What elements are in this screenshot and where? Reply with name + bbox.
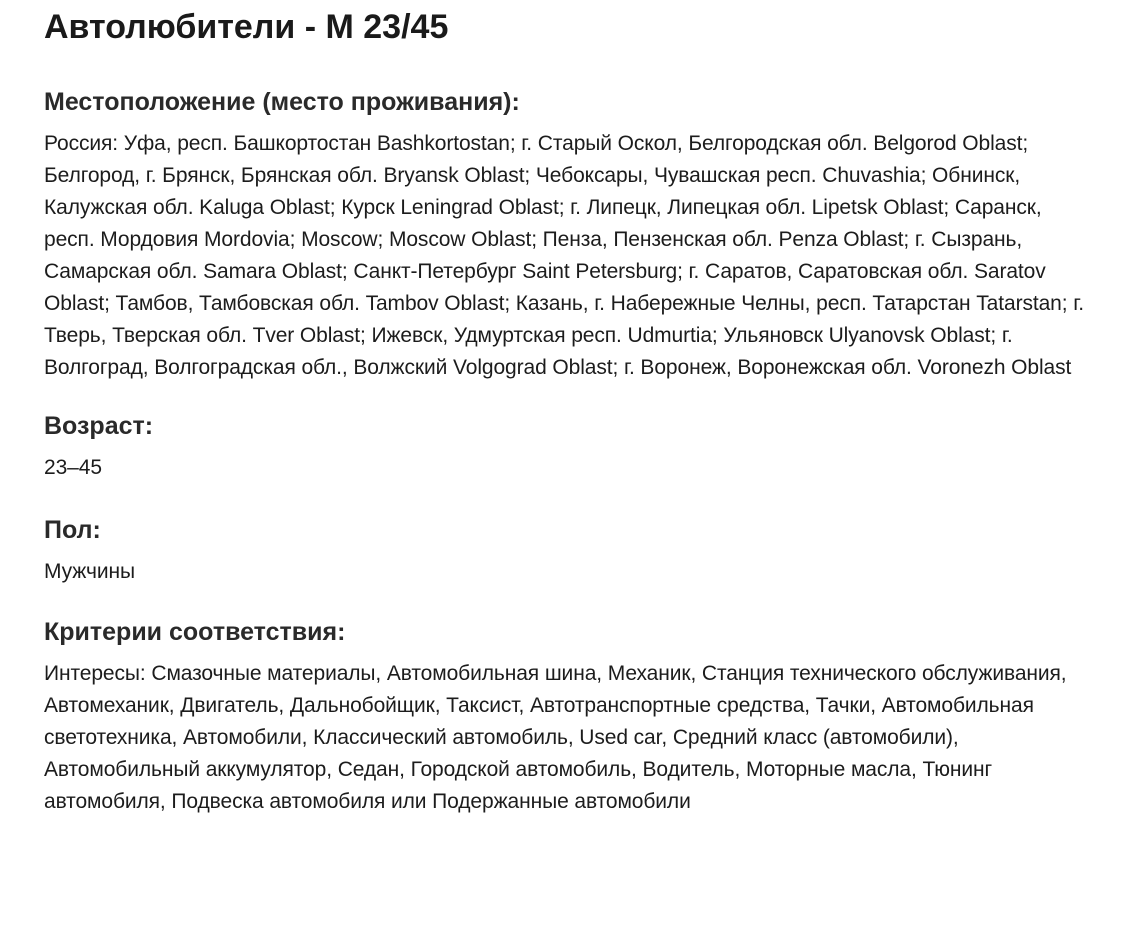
page-title: Автолюбители - M 23/45 bbox=[44, 8, 449, 46]
criteria-section bbox=[44, 616, 1094, 818]
location-heading: Местоположение (место проживания): bbox=[44, 88, 520, 116]
age-heading: Возраст: bbox=[44, 412, 154, 440]
age-section bbox=[44, 410, 1094, 484]
gender-text: Мужчины bbox=[44, 560, 135, 583]
location-text: Россия: Уфа, респ. Башкортостан Bashkortostan; г. Старый Оскол, Белгородская обл. Belgorod Oblast; Белгород, г. Брянск, Брянская обл. Bryansk Oblast; Чебоксары, Чувашская респ. Chuvashia; Обнинск, Калужская обл. Kaluga Oblast; Курск Leningrad Oblast; г. Липецк, Липецкая обл. Lipetsk Oblast; Саранск, респ. Мордовия Mordovia; Moscow; Moscow Oblast; Пенза, Пензенская обл. Penza Oblast; г. Сызрань, Самарская обл. Samara Oblast; Санкт-Петербург Saint Petersburg; г. Саратов, Саратовская обл. Saratov Oblast; Тамбов, Тамбовская обл. Tambov Oblast; Казань, г. Набережные Челны, респ. Татарстан Tatarstan; г. Тверь, Тверская обл. Tver Oblast; Ижевск, Удмуртская респ. Udmurtia; Ульяновск Ulyanovsk Oblast; г. Волгоград, Волгоградская обл., Волжский Volgograd Oblast; г. Воронеж, Воронежская обл. Voronezh Oblast bbox=[44, 132, 1084, 379]
gender-section bbox=[44, 514, 1094, 588]
criteria-heading: Критерии соответствия: bbox=[44, 618, 346, 646]
criteria-text: Интересы: Смазочные материалы, Автомобильная шина, Механик, Станция технического обслуживания, Автомеханик, Двигатель, Дальнобойщик, Таксист, Автотранспортные средства, Тачки, Автомобильная светотехника, Автомобили, Классический автомобиль, Used car, Средний класс (автомобили), Автомобильный аккумулятор, Седан, Городской автомобиль, Водитель, Моторные масла, Тюнинг автомобиля, Подвеска автомобиля или Подержанные автомобили bbox=[44, 662, 1067, 813]
age-text: 23–45 bbox=[44, 456, 102, 479]
location-section bbox=[44, 86, 1094, 384]
gender-heading: Пол: bbox=[44, 516, 101, 544]
